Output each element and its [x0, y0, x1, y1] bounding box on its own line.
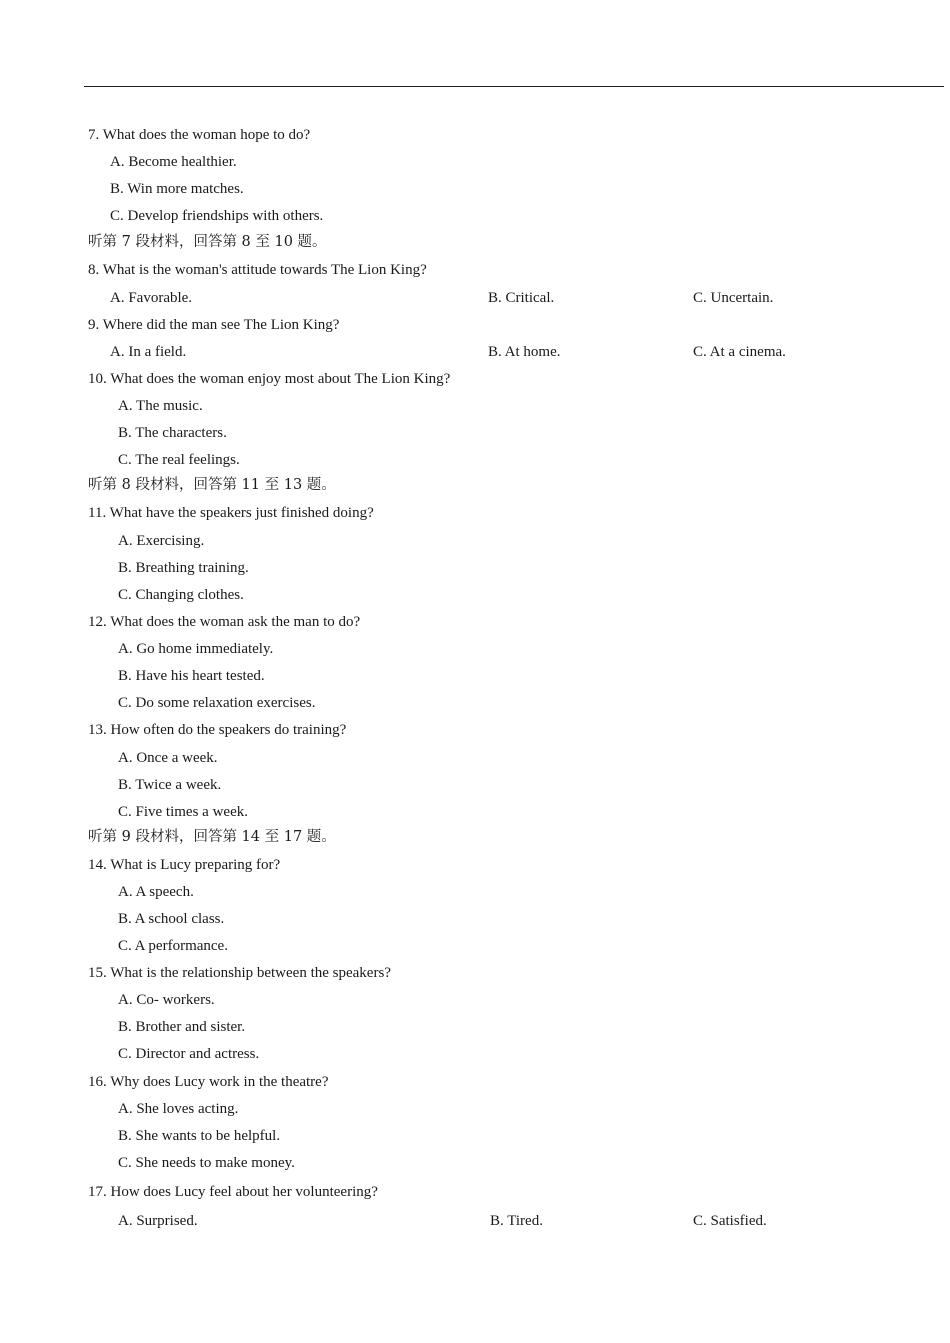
question-8-option-b: B. Critical.: [488, 290, 555, 306]
question-10-option-a: A. The music.: [118, 398, 203, 414]
question-10-stem: 10. What does the woman enjoy most about The Lion King?: [88, 371, 451, 387]
question-10-option-b: B. The characters.: [118, 425, 227, 441]
question-11-option-c: C. Changing clothes.: [118, 587, 244, 603]
header-rule: [84, 86, 944, 87]
question-12-option-a: A. Go home immediately.: [118, 641, 274, 657]
question-15-stem: 15. What is the relationship between the speakers?: [88, 965, 391, 981]
question-15-option-a: A. Co- workers.: [118, 992, 215, 1008]
question-8-option-a: A. Favorable.: [110, 290, 193, 306]
question-17-option-a: A. Surprised.: [118, 1213, 198, 1229]
question-12-option-c: C. Do some relaxation exercises.: [118, 695, 316, 711]
question-12-option-b: B. Have his heart tested.: [118, 668, 265, 684]
section-7-instruction: 听第 7 段材料，回答第 8 至 10 题。: [88, 234, 327, 250]
question-9-option-b: B. At home.: [488, 344, 561, 360]
question-7-option-b: B. Win more matches.: [110, 181, 244, 197]
question-7-option-a: A. Become healthier.: [110, 154, 237, 170]
question-13-option-a: A. Once a week.: [118, 750, 218, 766]
question-12-stem: 12. What does the woman ask the man to do?: [88, 614, 361, 630]
question-16-option-b: B. She wants to be helpful.: [118, 1128, 281, 1144]
question-10-option-c: C. The real feelings.: [118, 452, 240, 468]
question-16-option-c: C. She needs to make money.: [118, 1155, 295, 1171]
question-17-option-b: B. Tired.: [490, 1213, 543, 1229]
question-16-option-a: A. She loves acting.: [118, 1101, 239, 1117]
question-13-stem: 13. How often do the speakers do training?: [88, 722, 347, 738]
question-14-stem: 14. What is Lucy preparing for?: [88, 857, 281, 873]
question-13-option-b: B. Twice a week.: [118, 777, 222, 793]
question-17-option-c: C. Satisfied.: [693, 1213, 767, 1229]
question-15-option-b: B. Brother and sister.: [118, 1019, 246, 1035]
question-14-option-c: C. A performance.: [118, 938, 228, 954]
section-8-instruction: 听第 8 段材料，回答第 11 至 13 题。: [88, 477, 336, 493]
question-14-option-b: B. A school class.: [118, 911, 225, 927]
question-7-option-c: C. Develop friendships with others.: [110, 208, 324, 224]
question-9-stem: 9. Where did the man see The Lion King?: [88, 317, 340, 333]
question-13-option-c: C. Five times a week.: [118, 804, 248, 820]
question-7-stem: 7. What does the woman hope to do?: [88, 127, 311, 143]
section-9-instruction: 听第 9 段材料，回答第 14 至 17 题。: [88, 829, 336, 845]
question-11-option-b: B. Breathing training.: [118, 560, 249, 576]
question-11-option-a: A. Exercising.: [118, 533, 205, 549]
question-17-stem: 17. How does Lucy feel about her volunteering?: [88, 1184, 378, 1200]
question-14-option-a: A. A speech.: [118, 884, 194, 900]
question-16-stem: 16. Why does Lucy work in the theatre?: [88, 1074, 329, 1090]
question-8-stem: 8. What is the woman's attitude towards The Lion King?: [88, 262, 427, 278]
question-15-option-c: C. Director and actress.: [118, 1046, 260, 1062]
question-9-option-c: C. At a cinema.: [693, 344, 786, 360]
question-9-option-a: A. In a field.: [110, 344, 187, 360]
question-8-option-c: C. Uncertain.: [693, 290, 774, 306]
question-11-stem: 11. What have the speakers just finished doing?: [88, 505, 374, 521]
